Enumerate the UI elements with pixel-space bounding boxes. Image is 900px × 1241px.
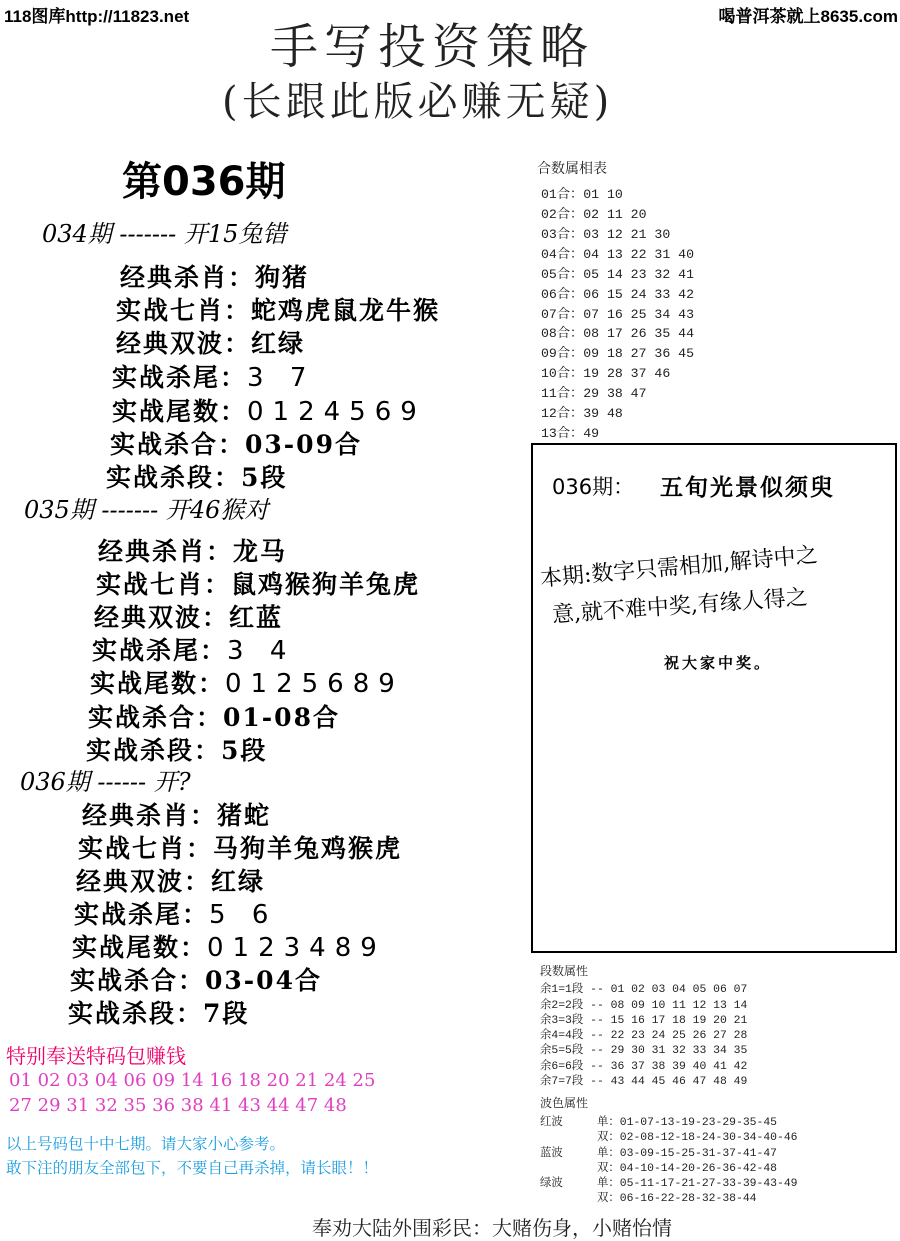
heshu-row: 05合：05 14 23 32 41 — [541, 267, 694, 282]
bose-kind: 双： — [597, 1132, 620, 1144]
poem-hint-line1: 本期:数字只需相加,解诗中之 — [539, 542, 819, 592]
row-value: 红绿 — [211, 867, 266, 896]
heshu-row: 02合：02 11 20 — [541, 207, 647, 222]
row-value: 0124569 — [247, 397, 426, 427]
kill-zodiac-row — [120, 258, 309, 294]
row-label: 实战七肖： — [116, 296, 252, 325]
special-numbers-line2: 27 29 31 32 35 36 38 41 43 44 47 48 — [9, 1095, 347, 1116]
kill-sum-row — [88, 698, 340, 734]
tail-numbers-row — [90, 664, 404, 700]
right-site-link[interactable]: 喝普洱茶就上8635.com — [718, 7, 898, 26]
bose-color: 绿波 — [540, 1178, 563, 1190]
seven-zodiac-row — [116, 291, 440, 327]
kill-zodiac-row — [82, 796, 271, 832]
row-label: 实战杀段： — [86, 736, 222, 765]
period-line-036: 036期 ------ 开? — [20, 768, 191, 796]
row-value: 3 4 — [227, 636, 296, 666]
row-value: 蛇鸡虎鼠龙牛猴 — [251, 296, 441, 325]
row-value: 01-08合 — [223, 703, 340, 732]
row-value: 7段 — [203, 999, 250, 1028]
row-label: 经典双波： — [116, 329, 252, 358]
row-value: 鼠鸡猴狗羊兔虎 — [231, 570, 421, 599]
bose-kind: 单： — [597, 1148, 620, 1160]
row-label: 实战尾数： — [90, 669, 226, 698]
kill-tail-row — [92, 631, 295, 667]
bose-kind: 单： — [597, 1178, 620, 1190]
kill-zodiac-row — [98, 532, 287, 568]
bose-nums: 03-09-15-25-31-37-41-47 — [619, 1148, 778, 1160]
row-label: 经典双波： — [76, 867, 212, 896]
bose-kind: 双： — [597, 1193, 620, 1205]
special-numbers-line1: 01 02 03 04 06 09 14 16 18 20 21 24 25 — [9, 1070, 376, 1091]
row-label: 实战杀段： — [106, 463, 242, 492]
row-value: 红蓝 — [229, 603, 284, 632]
bose-row — [597, 1159, 777, 1175]
kill-segment-row — [106, 458, 287, 494]
row-label: 实战尾数： — [112, 397, 248, 426]
duan-row: 余6=6段 -- 36 37 38 39 40 41 42 — [540, 1061, 748, 1073]
kill-tail-row — [74, 895, 277, 931]
bose-kind: 双： — [597, 1163, 620, 1175]
row-value: 03-09合 — [245, 430, 362, 459]
note-line1: 以上号码包十中七期。请大家小心参考。 — [6, 1135, 286, 1153]
bose-row — [597, 1113, 777, 1129]
row-value: 5段 — [241, 463, 288, 492]
heshu-row: 04合：04 13 22 31 40 — [541, 247, 694, 262]
period-line-034: 034期 ------- 开15兔错 — [42, 220, 287, 248]
row-label: 实战七肖： — [96, 570, 232, 599]
heshu-table-title: 合数属相表 — [537, 161, 607, 177]
row-value: 03-04合 — [205, 966, 322, 995]
row-label: 实战杀尾： — [112, 363, 248, 392]
seven-zodiac-row — [78, 829, 402, 865]
duan-table-title: 段数属性 — [540, 964, 589, 978]
duan-row: 余5=5段 -- 29 30 31 32 33 34 35 — [540, 1045, 748, 1057]
row-label: 经典双波： — [94, 603, 230, 632]
wish-text: 祝大家中奖。 — [664, 654, 773, 672]
row-value: 猪蛇 — [217, 801, 272, 830]
bose-nums: 06-16-22-28-32-38-44 — [619, 1193, 757, 1205]
row-value: 3 7 — [247, 363, 316, 393]
row-value: 狗猪 — [255, 263, 310, 292]
heshu-row: 09合：09 18 27 36 45 — [541, 346, 694, 361]
poem-hint-line2: 意,就不难中奖,有缘人得之 — [551, 585, 809, 628]
row-value: 0125689 — [225, 669, 404, 699]
page-title: 手写投资策略 — [270, 19, 595, 75]
row-value: 龙马 — [233, 537, 288, 566]
heshu-row: 03合：03 12 21 30 — [541, 227, 671, 242]
bose-nums: 04-10-14-20-26-36-42-48 — [619, 1163, 778, 1175]
kill-sum-row — [110, 425, 362, 461]
left-site-link[interactable]: 118图库http://11823.net — [4, 7, 190, 26]
row-label: 实战七肖： — [78, 834, 214, 863]
poem-issue: 036期： — [552, 475, 635, 499]
double-wave-row — [94, 598, 283, 634]
heshu-row: 12合：39 48 — [541, 406, 623, 421]
duan-row: 余2=2段 -- 08 09 10 11 12 13 14 — [540, 1000, 748, 1012]
heshu-row: 08合：08 17 26 35 44 — [541, 326, 694, 341]
bose-nums: 05-11-17-21-27-33-39-43-49 — [619, 1178, 798, 1190]
row-value: 5 6 — [209, 900, 278, 930]
kill-sum-row — [70, 961, 322, 997]
heshu-row: 01合：01 10 — [541, 187, 623, 202]
tail-numbers-row — [112, 392, 426, 428]
row-label: 实战杀尾： — [92, 636, 228, 665]
duan-row: 余7=7段 -- 43 44 45 46 47 48 49 — [540, 1076, 748, 1088]
heshu-row: 07合：07 16 25 34 43 — [541, 307, 694, 322]
footer-advice: 奉劝大陆外围彩民：大赌伤身，小赌怡情 — [312, 1216, 672, 1240]
kill-segment-row — [68, 994, 249, 1030]
row-label: 实战杀合： — [88, 703, 224, 732]
row-label: 实战杀合： — [110, 430, 246, 459]
bose-row — [597, 1128, 798, 1144]
bose-nums: 02-08-12-18-24-30-34-40-46 — [619, 1132, 798, 1144]
heshu-row: 11合：29 38 47 — [541, 386, 647, 401]
double-wave-row — [116, 324, 305, 360]
row-label: 经典杀肖： — [98, 537, 234, 566]
special-title: 特别奉送特码包赚钱 — [6, 1044, 186, 1068]
heshu-row: 13合：49 — [541, 426, 600, 441]
row-label: 实战杀尾： — [74, 900, 210, 929]
note-line2: 敢下注的朋友全部包下，不要自己再杀掉，请长眼！！ — [6, 1159, 379, 1177]
row-label: 实战杀合： — [70, 966, 206, 995]
row-value: 马狗羊兔鸡猴虎 — [213, 834, 403, 863]
bose-row — [597, 1174, 798, 1190]
bose-kind: 单： — [597, 1117, 620, 1129]
poem-title: 五旬光景似须臾 — [660, 474, 835, 501]
duan-row: 余3=3段 -- 15 16 17 18 19 20 21 — [540, 1015, 748, 1027]
row-label: 经典杀肖： — [82, 801, 218, 830]
bose-color: 蓝波 — [540, 1148, 563, 1160]
double-wave-row — [76, 862, 265, 898]
row-value: 红绿 — [251, 329, 306, 358]
poem-box — [531, 443, 897, 953]
bose-color: 红波 — [540, 1117, 563, 1129]
bose-row — [597, 1144, 777, 1160]
tail-numbers-row — [72, 928, 386, 964]
bose-nums: 01-07-13-19-23-29-35-45 — [619, 1117, 778, 1129]
heshu-row: 06合：06 15 24 33 42 — [541, 287, 694, 302]
row-label: 经典杀肖： — [120, 263, 256, 292]
kill-tail-row — [112, 358, 315, 394]
row-value: 5段 — [221, 736, 268, 765]
current-issue: 第036期 — [122, 159, 286, 205]
duan-row: 余1=1段 -- 01 02 03 04 05 06 07 — [540, 984, 748, 996]
seven-zodiac-row — [96, 565, 420, 601]
page-subtitle: (长跟此版必赚无疑) — [222, 79, 614, 125]
heshu-row: 10合：19 28 37 46 — [541, 366, 671, 381]
row-label: 实战杀段： — [68, 999, 204, 1028]
row-value: 0123489 — [207, 933, 386, 963]
duan-row: 余4=4段 -- 22 23 24 25 26 27 28 — [540, 1030, 748, 1042]
bose-table-title: 波色属性 — [540, 1096, 589, 1110]
row-label: 实战尾数： — [72, 933, 208, 962]
period-line-035: 035期 ------- 开46猴对 — [24, 496, 269, 524]
bose-row — [597, 1189, 757, 1205]
